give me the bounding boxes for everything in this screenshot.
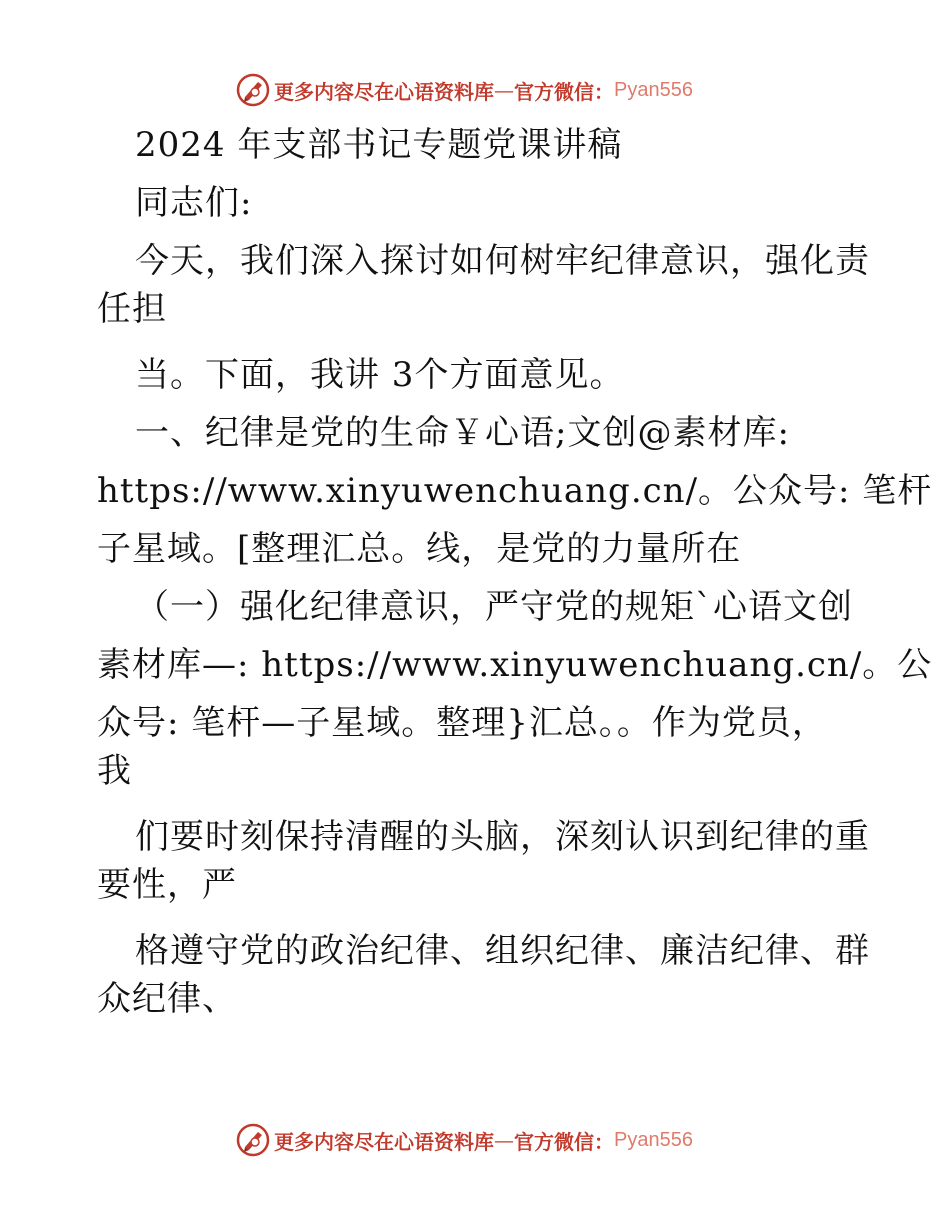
footer-watermark (236, 1122, 693, 1158)
watermark-text: 更多内容尽在心语资料库 (274, 1129, 494, 1154)
doc-line: 同志们: (135, 183, 253, 223)
doc-line: 众纪律、 (97, 979, 237, 1019)
doc-line: 子星域。[整理汇总。线，是党的力量所在 (97, 529, 742, 569)
watermark-label: 官方微信： (514, 1129, 614, 1154)
watermark-label: 官方微信： (514, 79, 614, 104)
header-watermark (236, 72, 693, 108)
doc-line: 我 (97, 751, 132, 791)
doc-line: 当。下面，我讲 3个方面意见。 (135, 355, 625, 395)
doc-line: 要性，严 (97, 865, 237, 905)
pen-logo-icon (236, 73, 270, 107)
document-body (97, 121, 933, 1023)
watermark-text: 更多内容尽在心语资料库 (274, 79, 494, 104)
pen-logo-icon (236, 1123, 270, 1157)
watermark-wechat-id: Pyan556 (614, 78, 693, 101)
watermark-dash: — (494, 78, 514, 102)
doc-line: 们要时刻保持清醒的头脑，深刻认识到纪律的重 (135, 817, 870, 857)
doc-heading: 一、纪律是党的生命￥心语;文创@素材库: (135, 413, 790, 453)
doc-line: 任担 (97, 289, 167, 329)
watermark-wechat-id: Pyan556 (614, 1128, 693, 1151)
watermark-dash: — (494, 1128, 514, 1152)
doc-title: 2024 年支部书记专题党课讲稿 (135, 125, 623, 165)
doc-line: https://www.xinyuwenchuang.cn/。公众号: 笔杆 (97, 471, 933, 511)
doc-subheading: （一）强化纪律意识，严守党的规矩`心语文创 (135, 587, 853, 627)
doc-line: 众号: 笔杆—子星域。整理}汇总。。作为党员， (97, 703, 827, 743)
doc-line: 素材库—: https://www.xinyuwenchuang.cn/。公 (97, 645, 933, 685)
doc-line: 格遵守党的政治纪律、组织纪律、廉洁纪律、群 (135, 931, 870, 971)
doc-line: 今天，我们深入探讨如何树牢纪律意识，强化责 (135, 241, 870, 281)
